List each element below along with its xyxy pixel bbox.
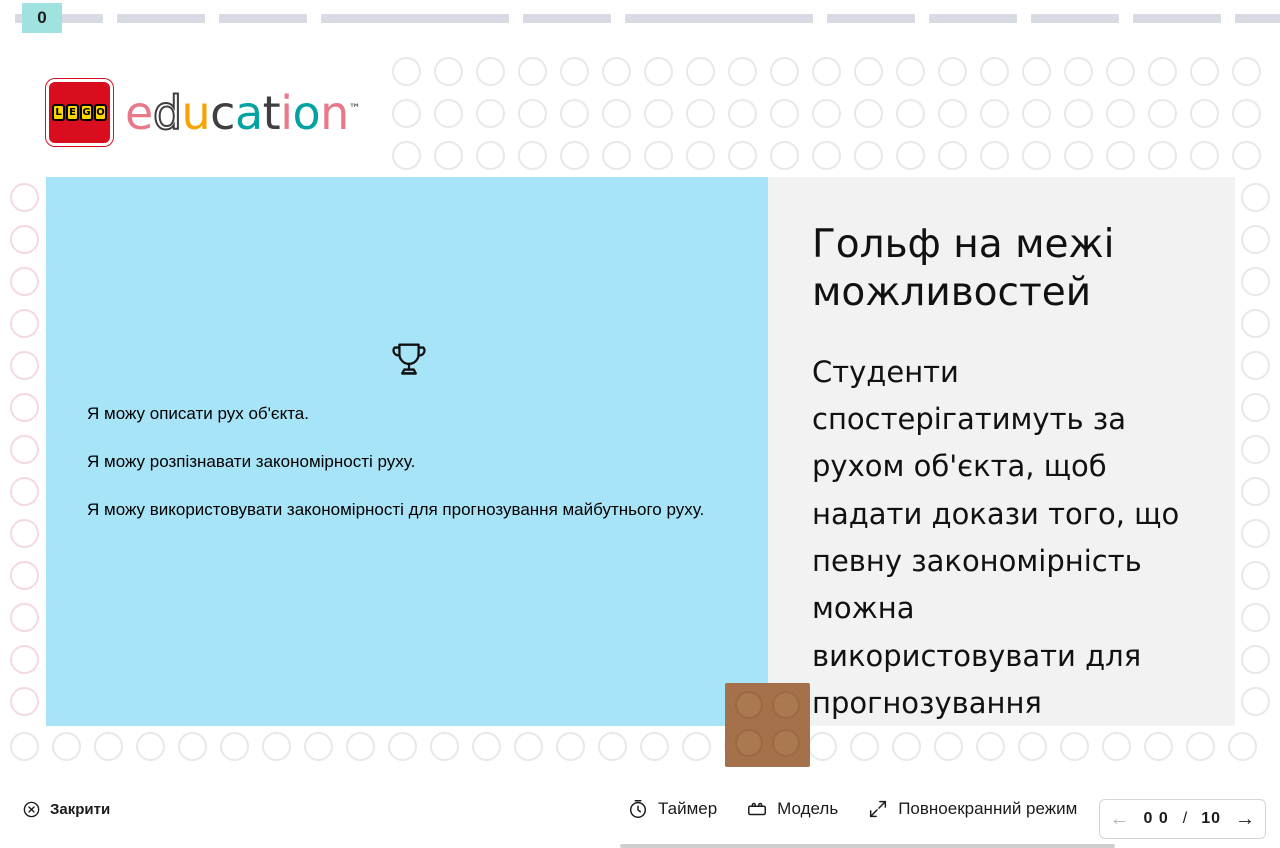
stud-dot [980,141,1009,170]
stud-dot [10,477,39,506]
stud-dot [602,57,631,86]
stud-dot [598,732,627,761]
stud-dot [10,732,39,761]
stud-dot [388,732,417,761]
page-navigation [1099,799,1267,839]
stud-dot [808,732,837,761]
stud-dot [980,57,1009,86]
stud-dot [1190,141,1219,170]
model-icon [746,798,768,820]
stud-dot [1241,603,1270,632]
stud-dot [10,267,39,296]
stud-dot [644,99,673,128]
page-separator: / [1182,810,1188,827]
stud-dot [1022,99,1051,128]
stud-dot [560,57,589,86]
progress-segment[interactable] [827,14,915,23]
stud-dot [770,57,799,86]
stud-dot [560,141,589,170]
stud-dot [938,99,967,128]
trademark-symbol: ™ [348,101,361,116]
stud-dot [1241,351,1270,380]
stud-dot [220,732,249,761]
stud-dot [1186,732,1215,761]
stud-dot [1022,141,1051,170]
stud-dot [812,141,841,170]
stud-dot [392,99,421,128]
stud-dot [854,141,883,170]
stud-dot [1106,141,1135,170]
stud-dot [770,141,799,170]
stud-dot [1241,309,1270,338]
progress-segment[interactable] [1031,14,1119,23]
fullscreen-label: Повноекранний режим [898,799,1078,818]
stud-dot [514,732,543,761]
stud-dot [556,732,585,761]
stud-dot [728,57,757,86]
stud-dot [10,393,39,422]
stud-dot [472,732,501,761]
stud-dot [854,99,883,128]
stud-dot [686,57,715,86]
stud-dot [1241,687,1270,716]
stud-dot [262,732,291,761]
stud-dot [1241,267,1270,296]
stud-dot [1241,435,1270,464]
fullscreen-button[interactable] [867,798,1077,820]
stud-dot [392,57,421,86]
stud-dot [10,519,39,548]
stud-dot [1241,519,1270,548]
stud-dot [602,141,631,170]
stud-dot [434,57,463,86]
trophy-icon [386,337,432,383]
stud-dot [1228,732,1257,761]
stud-dot [938,57,967,86]
stud-dot [1241,225,1270,254]
fullscreen-icon [867,798,889,820]
stud-dot [1060,732,1089,761]
stud-dot [1022,57,1051,86]
stud-dot [136,732,165,761]
stud-dot [1241,477,1270,506]
stud-dot [934,732,963,761]
stud-dot [52,732,81,761]
stud-dot [1064,141,1093,170]
page-total: 10 [1201,810,1221,827]
stud-dot [896,57,925,86]
close-icon [22,800,41,819]
stud-dot [430,732,459,761]
stud-dot [1232,57,1261,86]
stud-dot [346,732,375,761]
stud-dot [812,57,841,86]
stud-dot [728,99,757,128]
stud-dot [10,435,39,464]
stud-dot [10,645,39,674]
timer-label: Таймер [658,799,718,818]
stud-dot [476,57,505,86]
progress-segment[interactable] [321,14,509,23]
progress-segment[interactable] [625,14,813,23]
objective-item: Я можу розпізнавати закономірності руху. [87,451,416,471]
close-button[interactable] [22,800,110,819]
progress-segment[interactable] [1235,14,1280,23]
stud-dot [476,99,505,128]
slide-objectives-panel [46,177,768,726]
stud-dot [1190,57,1219,86]
stud-dot [686,141,715,170]
stud-dot [892,732,921,761]
stud-dot [1144,732,1173,761]
progress-segments[interactable] [0,14,1280,23]
bottom-toolbar [0,788,1280,848]
stud-dot [896,99,925,128]
stud-dot [560,99,589,128]
progress-segment[interactable] [929,14,1017,23]
objectives-list [87,403,735,522]
stud-dot [10,687,39,716]
stud-dot [10,309,39,338]
stud-dot [434,141,463,170]
stud-dot [1190,99,1219,128]
stud-dot [644,57,673,86]
lego-logo-icon: L E G O [46,79,113,146]
stud-dot [602,99,631,128]
stud-dot [854,57,883,86]
stud-dot [728,141,757,170]
page-counter-value: 0 [22,3,62,33]
objective-item: Я можу використовувати закономірності для прогнозування майбутнього руху. [87,499,705,519]
model-button[interactable] [746,798,838,820]
model-label: Модель [777,799,839,818]
objective-item: Я можу описати рух об'єкта. [87,404,309,423]
lego-education-logo [46,79,360,146]
progress-segment[interactable] [219,14,307,23]
progress-topbar [0,0,1280,36]
stud-dot [94,732,123,761]
stud-dot [1148,57,1177,86]
timer-icon [627,798,649,820]
progress-segment[interactable] [1133,14,1221,23]
horizontal-scrollbar[interactable] [620,844,1115,848]
stud-dot [1064,99,1093,128]
stud-dot [434,99,463,128]
brown-brick-decoration [725,683,810,767]
stud-dot [770,99,799,128]
timer-button[interactable] [627,798,717,820]
slide-body-text: Студенти спостерігатимуть за рухом об'єкта, щоб надати докази того, що певну закономірність можна використовувати для прогнозування [812,354,1180,720]
stud-dot [304,732,333,761]
stud-dot [518,57,547,86]
stud-dot [1102,732,1131,761]
stud-dot [10,225,39,254]
education-wordmark: education™ [125,85,361,140]
stud-dot [640,732,669,761]
stud-dot [1106,99,1135,128]
stud-dot [10,603,39,632]
arrow-right-icon[interactable]: → [1235,807,1255,830]
stud-dot [1064,57,1093,86]
stud-dot [1232,141,1261,170]
stud-dot [812,99,841,128]
stud-dot [644,141,673,170]
stud-dot [850,732,879,761]
stud-dot [1232,99,1261,128]
stud-dot [1148,141,1177,170]
stud-dot [1241,645,1270,674]
stud-dot [10,183,39,212]
stud-dot [1018,732,1047,761]
slide-title: Гольф на межі можливостей [812,222,1115,315]
stud-dot [938,141,967,170]
stud-dot [1241,183,1270,212]
arrow-left-icon[interactable]: ← [1109,807,1130,830]
stud-dot [976,732,1005,761]
stud-dot [1241,393,1270,422]
stud-dot [1106,57,1135,86]
slide-text-panel [768,177,1235,726]
stud-dot [686,99,715,128]
stud-dot [1241,561,1270,590]
stud-dot [10,351,39,380]
stud-dot [392,141,421,170]
progress-segment[interactable] [117,14,205,23]
tool-group [627,798,1077,820]
stud-dot [518,99,547,128]
stud-dot [178,732,207,761]
stud-dot [476,141,505,170]
stud-dot [896,141,925,170]
stud-dot [10,561,39,590]
page-current: 0 0 [1143,810,1169,827]
stud-dot [518,141,547,170]
slide-canvas [46,177,1235,726]
stud-dot [1148,99,1177,128]
progress-segment[interactable] [523,14,611,23]
stud-dot [682,732,711,761]
close-label: Закрити [50,801,111,818]
stud-dot [980,99,1009,128]
